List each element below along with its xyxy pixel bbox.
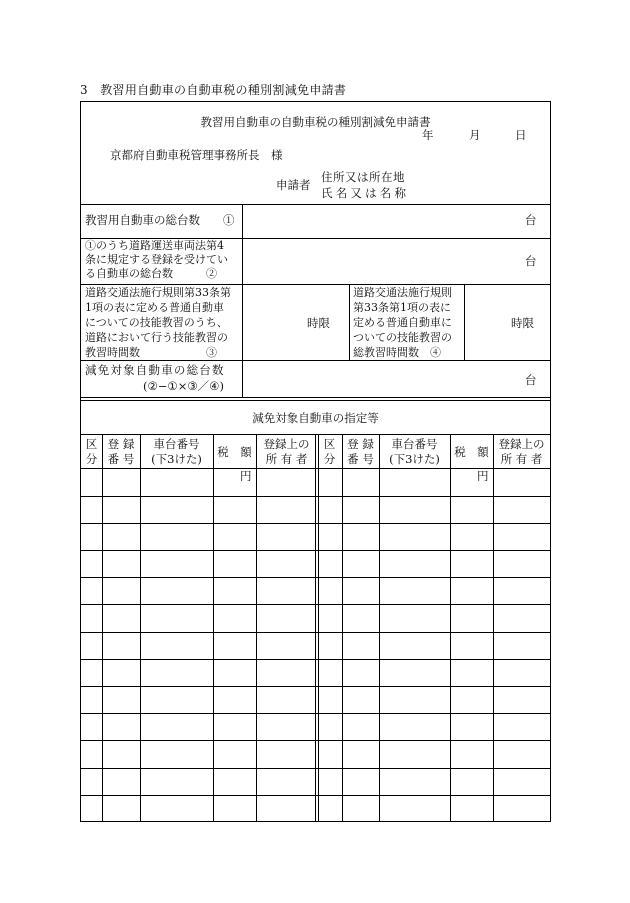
rule (81, 204, 550, 205)
col-category: 区 (85, 437, 98, 451)
total-lesson-hours-label-2: 第33条第1項の表に (353, 301, 451, 314)
designated-vehicles-title: 減免対象自動車の指定等 (252, 411, 379, 425)
road-lesson-hours-label-1: 道路交通法施行規則第33条第 (85, 286, 231, 299)
col-registered-owner: 所 有 者 (265, 452, 308, 466)
total-lesson-hours-label-5: 総教習時間数 ④ (353, 346, 441, 359)
application-form (80, 101, 551, 822)
applicant-label: 申請者 (276, 178, 311, 192)
addressee: 京都府自動車税管理事務所長 様 (110, 148, 283, 162)
rule (81, 284, 550, 285)
road-lesson-hours-label-3: についての技能教習のうち、 (85, 316, 228, 329)
registered-vehicles-label-3: る自動車の総台数 ② (85, 267, 217, 280)
col-chassis-number: 車台番号 (153, 437, 200, 451)
rule (379, 434, 380, 821)
col-registration-number: 番 号 (107, 452, 135, 466)
rule (342, 434, 343, 821)
col-category: 分 (323, 452, 336, 466)
col-registration-number: 登 録 (347, 437, 374, 451)
registered-vehicles-label-1: ①のうち道路運送車両法第4 (85, 239, 224, 252)
name-label: 氏名又は名称 (321, 186, 410, 200)
unit-hours: 時限 (511, 316, 534, 330)
col-tax-amount: 税 額 (454, 445, 489, 459)
col-registration-number: 番 号 (347, 452, 374, 466)
address-label: 住所又は所在地 (321, 170, 405, 184)
col-registered-owner: 所 有 者 (500, 452, 543, 466)
unit-hours: 時限 (307, 316, 330, 330)
rule (450, 434, 451, 821)
road-lesson-hours-label-5: 教習時間数 ③ (85, 346, 217, 359)
col-category: 区 (323, 437, 336, 451)
rule (256, 434, 257, 821)
unit-vehicles: 台 (525, 373, 537, 387)
total-vehicles-label: 教習用自動車の総台数 ① (85, 213, 235, 227)
rule (349, 284, 350, 360)
yen-unit: 円 (240, 469, 252, 483)
rule (242, 204, 243, 397)
exempt-vehicles-label-2: (②−①×③／④) (143, 379, 224, 393)
rule (315, 434, 316, 821)
rule (493, 434, 494, 821)
road-lesson-hours-label-4: 道路において行う技能教習の (85, 331, 228, 344)
total-lesson-hours-label-1: 道路交通法施行規則 (353, 286, 452, 299)
col-category: 分 (85, 452, 98, 466)
rule (318, 434, 319, 821)
col-tax-amount: 税 額 (217, 445, 252, 459)
form-title: 教習用自動車の自動車税の種別割減免申請書 (200, 115, 431, 129)
unit-vehicles: 台 (525, 254, 537, 268)
rule (102, 434, 103, 821)
date-day-label: 日 (515, 128, 527, 142)
registered-vehicles-label-2: 条に規定する登録を受けてい (85, 253, 228, 266)
rule (81, 360, 550, 361)
page-heading: 3 教習用自動車の自動車税の種別割減免申請書 (80, 83, 347, 97)
unit-vehicles: 台 (525, 213, 537, 227)
date-year-label: 年 (422, 128, 434, 142)
date-month-label: 月 (469, 128, 481, 142)
road-lesson-hours-label-2: 1項の表に定める普通自動車 (85, 301, 224, 314)
col-chassis-number: (下3けた) (389, 452, 440, 466)
rule (140, 434, 141, 821)
col-registration-number: 登 録 (107, 437, 135, 451)
col-chassis-number: (下3けた) (151, 452, 202, 466)
col-registered-owner: 登録上の (263, 437, 310, 451)
rule (213, 434, 214, 821)
col-registered-owner: 登録上の (498, 437, 545, 451)
total-lesson-hours-label-4: ついての技能教習の (353, 331, 452, 344)
exempt-vehicles-label-1: 減免対象自動車の総台数 (85, 363, 225, 377)
rule (464, 284, 465, 360)
total-lesson-hours-label-3: 定める普通自動車に (353, 316, 452, 329)
col-chassis-number: 車台番号 (391, 437, 438, 451)
rule (81, 397, 550, 398)
yen-unit: 円 (477, 469, 489, 483)
rule (81, 400, 550, 401)
